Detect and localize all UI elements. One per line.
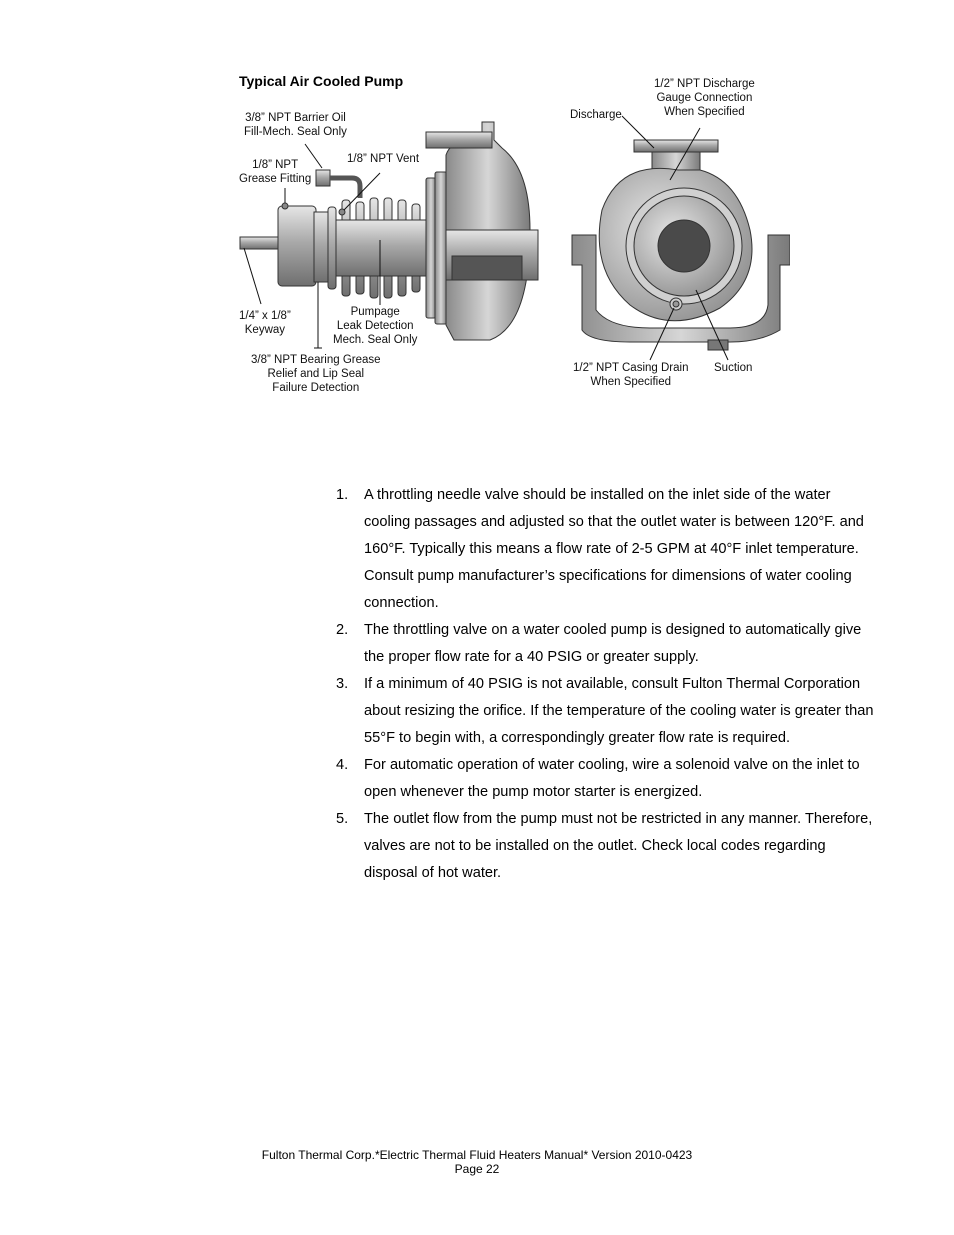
list-item-number: 1.: [336, 487, 349, 503]
list-item-number: 2.: [336, 622, 349, 638]
list-item: [336, 806, 876, 887]
label-grease-fitting: 1/8” NPT Grease Fitting: [239, 159, 312, 185]
list-item-text: The outlet flow from the pump must not be restricted in any manner. Therefore, valves are not to be installed on the outlet. Check local codes regarding disposal of hot water.: [364, 811, 873, 881]
instruction-list: [336, 482, 876, 887]
label-suction: Suction: [714, 362, 753, 374]
list-item-text: The throttling valve on a water cooled pump is designed to automatically give the proper flow rate for a 40 PSIG or greater supply.: [364, 622, 862, 665]
list-item-text: A throttling needle valve should be installed on the inlet side of the water cooling passages and adjusted so that the outlet water is between 120°F. and 160°F. Typically this means a flow rate of 2-5 GPM at 40°F inlet temperature. Consult pump manufacturer’s specifications for dimensions of water cooling connection.: [364, 487, 864, 611]
label-vent: 1/8” NPT Vent: [347, 153, 420, 165]
list-item-number: 4.: [336, 757, 349, 773]
label-barrier-oil: 3/8” NPT Barrier Oil Fill-Mech. Seal Only: [244, 112, 347, 138]
list-item-number: 3.: [336, 676, 349, 692]
label-bearing-grease: 3/8” NPT Bearing Grease Relief and Lip Seal Failure Detection: [251, 354, 381, 394]
label-keyway: 1/4” x 1/8” Keyway: [239, 310, 291, 336]
list-item-number: 5.: [336, 811, 349, 827]
front-view-pump: [572, 140, 790, 350]
footer-page-number: Page 22: [454, 1162, 500, 1176]
figure-title: Typical Air Cooled Pump: [239, 73, 404, 89]
label-discharge-gauge: 1/2” NPT Discharge Gauge Connection When Specified: [654, 78, 755, 118]
list-item: [336, 617, 876, 671]
list-item: [336, 482, 876, 617]
list-item-text: For automatic operation of water cooling, wire a solenoid valve on the inlet to open whenever the pump motor starter is energized.: [364, 757, 860, 800]
pump-figure: [230, 60, 790, 405]
list-item: [336, 752, 876, 806]
label-casing-drain: 1/2” NPT Casing Drain When Specified: [573, 362, 689, 388]
list-item: [336, 671, 876, 752]
label-pumpage-leak-detection: Pumpage Leak Detection Mech. Seal Only: [333, 306, 418, 346]
page-footer: [0, 1148, 954, 1176]
footer-manual-title: Fulton Thermal Corp.*Electric Thermal Fluid Heaters Manual* Version 2010-0423: [261, 1148, 693, 1162]
list-item-text: If a minimum of 40 PSIG is not available, consult Fulton Thermal Corporation about resizing the orifice. If the temperature of the cooling water is greater than 55°F to begin with, a correspondingly greater flow rate is required.: [364, 676, 874, 746]
label-discharge: Discharge: [570, 109, 622, 121]
